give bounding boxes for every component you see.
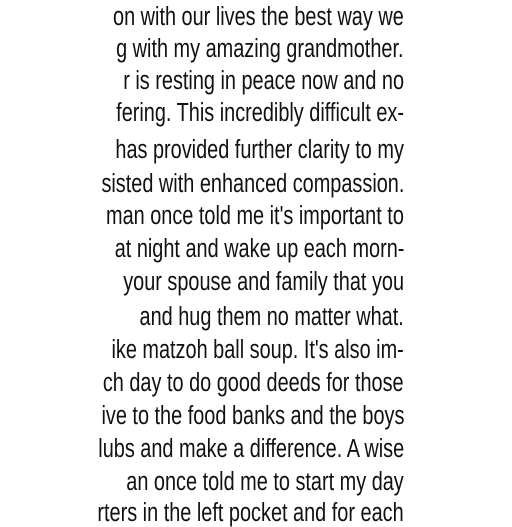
text-line: and hug them no matter what. — [139, 303, 404, 331]
text-line: r is resting in peace now and no — [123, 67, 404, 95]
text-line: has provided further clarity to my — [115, 136, 404, 164]
text-line: man once told me it's important to — [106, 202, 404, 230]
text-line: lubs and make a difference. A wise — [98, 435, 404, 463]
text-line: fering. This incredibly difficult ex- — [116, 99, 404, 127]
text-line: your spouse and family that you — [123, 268, 404, 296]
text-line: ch day to do good deeds for those — [103, 369, 404, 397]
text-line: an once told me to start my day — [126, 468, 404, 496]
text-line: ive to the food banks and the boys — [101, 402, 404, 430]
text-line: ike matzoh ball soup. It's also im- — [111, 336, 404, 364]
text-line: g with my amazing grandmother. — [116, 35, 404, 63]
text-line: sisted with enhanced compassion. — [101, 170, 404, 198]
text-line: at night and wake up each morn- — [114, 235, 404, 263]
text-line: on with our lives the best way we — [113, 3, 404, 31]
text-line: rters in the left pocket and for each — [97, 499, 404, 527]
